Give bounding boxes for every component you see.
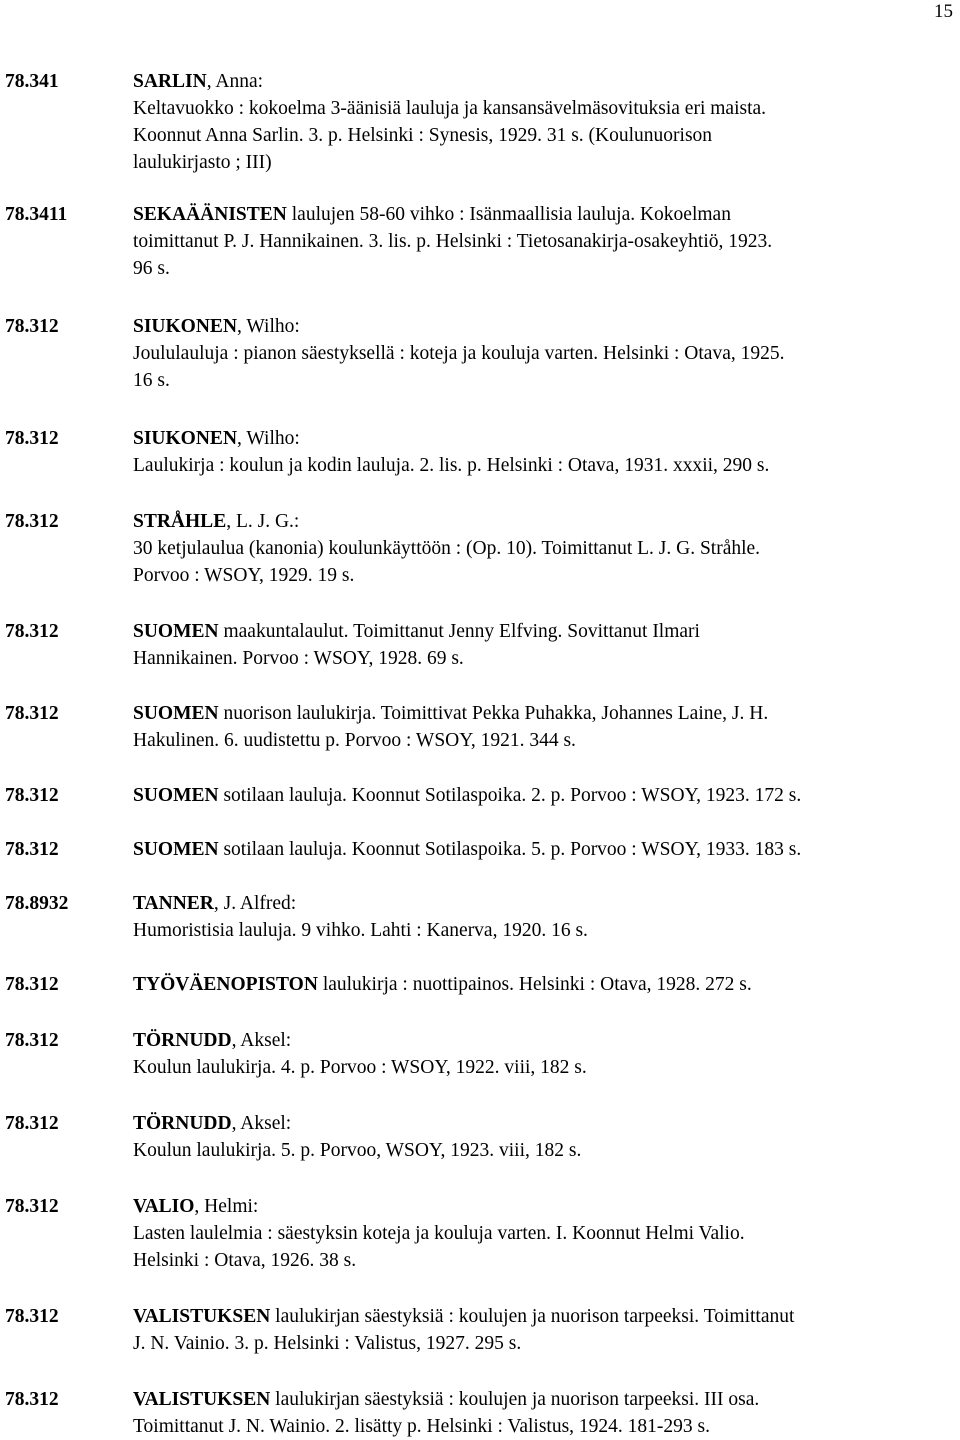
entry-first-line <box>133 508 955 535</box>
entry-line: Koulun laulukirja. 5. p. Porvoo, WSOY, 1923. viii, 182 s. <box>133 1140 582 1161</box>
entry-first-line <box>133 313 955 340</box>
entry-line: Porvoo : WSOY, 1929. 19 s. <box>133 565 355 586</box>
entry-heading-rest: , Aksel: <box>231 1030 292 1051</box>
entry-first-line <box>133 1027 955 1054</box>
page-number: 15 <box>934 1 953 22</box>
entry-first-line <box>133 618 955 645</box>
entry-first-line <box>133 836 955 863</box>
classification-code: 78.3411 <box>5 204 68 225</box>
entry-text <box>133 836 955 863</box>
entry-first-line <box>133 1386 955 1413</box>
entry-line: Keltavuokko : kokoelma 3-äänisiä lauluja ja kansansävelmäsovituksia eri maista. <box>133 98 767 119</box>
classification-code: 78.312 <box>5 316 59 337</box>
entry-heading-rest: sotilaan lauluja. Koonnut Sotilaspoika. 2. p. Porvoo : WSOY, 1923. 172 s. <box>218 785 802 806</box>
entry-line: J. N. Vainio. 3. p. Helsinki : Valistus, 1927. 295 s. <box>133 1333 522 1354</box>
entry-text <box>133 890 955 944</box>
entry-heading-rest: , J. Alfred: <box>213 893 297 914</box>
entry-line: Koulun laulukirja. 4. p. Porvoo : WSOY, 1922. viii, 182 s. <box>133 1057 587 1078</box>
entry-headword: SEKAÄÄNISTEN <box>133 204 287 225</box>
entry-first-line <box>133 201 955 228</box>
classification-code: 78.312 <box>5 511 59 532</box>
entry-heading-rest: laulukirja : nuottipainos. Helsinki : Otava, 1928. 272 s. <box>317 974 752 995</box>
entry-line: Hannikainen. Porvoo : WSOY, 1928. 69 s. <box>133 648 464 669</box>
entry-headword: TANNER <box>133 893 214 914</box>
classification-code: 78.312 <box>5 839 59 860</box>
entry-line: 30 ketjulaulua (kanonia) koulunkäyttöön : (Op. 10). Toimittanut L. J. G. Stråhle. <box>133 538 761 559</box>
classification-code: 78.312 <box>5 1030 59 1051</box>
entry-heading-rest: sotilaan lauluja. Koonnut Sotilaspoika. 5. p. Porvoo : WSOY, 1933. 183 s. <box>218 839 802 860</box>
entry-text <box>133 618 955 672</box>
entry-line: Koonnut Anna Sarlin. 3. p. Helsinki : Synesis, 1929. 31 s. (Koulunuorison <box>133 125 713 146</box>
entry-headword: STRÅHLE <box>133 511 227 532</box>
entry-line: Humoristisia lauluja. 9 vihko. Lahti : Kanerva, 1920. 16 s. <box>133 920 588 941</box>
entry-text <box>133 700 955 754</box>
entry-line: 16 s. <box>133 370 170 391</box>
entry-headword: SUOMEN <box>133 839 219 860</box>
entry-text <box>133 1303 955 1357</box>
entry-headword: TÖRNUDD <box>133 1113 232 1134</box>
entry-line: Toimittanut J. N. Wainio. 2. lisätty p. Helsinki : Valistus, 1924. 181-293 s. <box>133 1416 711 1437</box>
entry-heading-rest: nuorison laulukirja. Toimittivat Pekka Puhakka, Johannes Laine, J. H. <box>218 703 769 724</box>
entry-first-line <box>133 68 955 95</box>
entry-text <box>133 1110 955 1164</box>
entry-line: toimittanut P. J. Hannikainen. 3. lis. p. Helsinki : Tietosanakirja-osakeyhtiö, 1923. <box>133 231 773 252</box>
classification-code: 78.8932 <box>5 893 69 914</box>
classification-code: 78.312 <box>5 1196 59 1217</box>
entry-first-line <box>133 1193 955 1220</box>
entry-text <box>133 1386 955 1440</box>
entry-headword: SUOMEN <box>133 703 219 724</box>
classification-code: 78.312 <box>5 1306 59 1327</box>
entry-headword: SIUKONEN <box>133 428 238 449</box>
classification-code: 78.341 <box>5 71 59 92</box>
entry-line: 96 s. <box>133 258 170 279</box>
entry-heading-rest: , Wilho: <box>237 428 300 449</box>
classification-code: 78.312 <box>5 703 59 724</box>
entry-headword: TÖRNUDD <box>133 1030 232 1051</box>
entry-heading-rest: , Helmi: <box>194 1196 259 1217</box>
entry-heading-rest: laulukirjan säestyksiä : koulujen ja nuorison tarpeeksi. Toimittanut <box>270 1306 795 1327</box>
entry-heading-rest: maakuntalaulut. Toimittanut Jenny Elfving. Sovittanut Ilmari <box>218 621 700 642</box>
entry-headword: VALISTUKSEN <box>133 1306 271 1327</box>
entry-text <box>133 782 955 809</box>
entry-line: Helsinki : Otava, 1926. 38 s. <box>133 1250 357 1271</box>
entry-first-line <box>133 425 955 452</box>
entry-first-line <box>133 890 955 917</box>
entry-first-line <box>133 782 955 809</box>
entry-headword: VALISTUKSEN <box>133 1389 271 1410</box>
entry-text <box>133 68 955 176</box>
entry-text <box>133 313 955 394</box>
entry-headword: TYÖVÄENOPISTON <box>133 974 318 995</box>
entry-heading-rest: laulukirjan säestyksiä : koulujen ja nuorison tarpeeksi. III osa. <box>270 1389 760 1410</box>
entry-heading-rest: laulujen 58-60 vihko : Isänmaallisia lauluja. Kokoelman <box>286 204 731 225</box>
entry-first-line <box>133 1303 955 1330</box>
entry-text <box>133 425 955 479</box>
entry-first-line <box>133 971 955 998</box>
classification-code: 78.312 <box>5 621 59 642</box>
entry-headword: VALIO <box>133 1196 195 1217</box>
entry-headword: SIUKONEN <box>133 316 238 337</box>
classification-code: 78.312 <box>5 428 59 449</box>
entry-text <box>133 1027 955 1081</box>
entry-heading-rest: , Wilho: <box>237 316 300 337</box>
entry-heading-rest: , L. J. G.: <box>226 511 300 532</box>
classification-code: 78.312 <box>5 785 59 806</box>
entry-heading-rest: , Aksel: <box>231 1113 292 1134</box>
entry-headword: SUOMEN <box>133 785 219 806</box>
entry-first-line <box>133 1110 955 1137</box>
entry-line: Joululauluja : pianon säestyksellä : koteja ja kouluja varten. Helsinki : Otava, 1925. <box>133 343 785 364</box>
entry-text <box>133 1193 955 1274</box>
entry-first-line <box>133 700 955 727</box>
entry-text <box>133 508 955 589</box>
classification-code: 78.312 <box>5 974 59 995</box>
entry-text <box>133 971 955 998</box>
entry-line: Laulukirja : koulun ja kodin lauluja. 2. lis. p. Helsinki : Otava, 1931. xxxii, 290 s. <box>133 455 770 476</box>
entry-line: Hakulinen. 6. uudistettu p. Porvoo : WSOY, 1921. 344 s. <box>133 730 576 751</box>
entry-line: laulukirjasto ; III) <box>133 152 272 173</box>
classification-code: 78.312 <box>5 1113 59 1134</box>
entry-heading-rest: , Anna: <box>206 71 264 92</box>
entry-headword: SUOMEN <box>133 621 219 642</box>
entry-line: Lasten laulelmia : säestyksin koteja ja kouluja varten. I. Koonnut Helmi Valio. <box>133 1223 745 1244</box>
classification-code: 78.312 <box>5 1389 59 1410</box>
entry-headword: SARLIN <box>133 71 207 92</box>
entry-text <box>133 201 955 282</box>
